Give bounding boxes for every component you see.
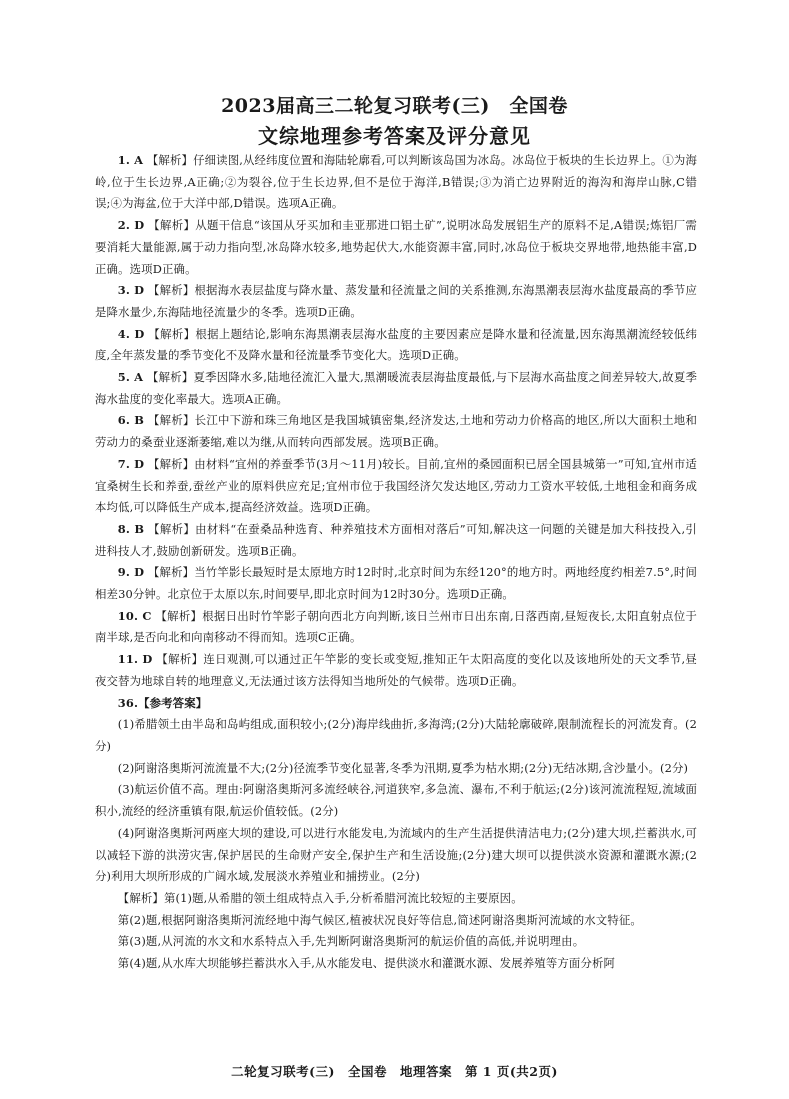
- answer-number: 7. D: [117, 456, 145, 471]
- q36-answer-2: (2)阿谢洛奥斯河流流量不大;(2分)径流季节变化显著,冬季为汛期,夏季为枯水期;(2分)无结冰期,含沙量小。(2分): [117, 760, 689, 775]
- answer-item-4: [95, 324, 697, 367]
- answer-explanation: 【解析】由材料“宜州的养蚕季节(3月～11月)较长。目前,宜州的桑园面积已居全国县城第一”可知,宜州市适宜桑树生长和养蚕,蚕丝产业的原料供应充足;宜州市位于我国经济欠发达地区,劳动力工资水平较低,土地租金和商务成本均低,可以降低生产成本,提高经济效益。选项D正确。: [95, 456, 697, 515]
- answer-explanation: 【解析】从题干信息“该国从牙买加和圭亚那进口铝土矿”,说明冰岛发展铝生产的原料不足,A错误;炼铝厂需要消耗大量能源,属于动力指向型,冰岛降水较多,地势起伏大,水能资源丰富,同时,冰岛位于板块交界地带,地热能丰富,D正确。选项D正确。: [95, 218, 697, 276]
- page-footer: 二轮复习联考(三) 全国卷 地理答案 第 1 页(共2页): [231, 1064, 558, 1079]
- answer-explanation: 【解析】夏季因降水多,陆地径流汇入量大,黑潮暖流表层海盐度最低,与下层海水高盐度之间差异较大,故夏季海水盐度的变化率最大。选项A正确。: [95, 370, 697, 406]
- answer-number: 8. B: [117, 521, 145, 536]
- answer-explanation: 【解析】根据上题结论,影响东海黑潮表层海水盐度的主要因素应是降水量和径流量,因东海黑潮流经较低纬度,全年蒸发量的季节变化不及降水量和径流量季节变化大。选项D正确。: [95, 326, 697, 363]
- answer-item-5: [95, 367, 697, 410]
- answer-item-1: [95, 150, 697, 215]
- answer-number: 11. D: [117, 652, 153, 667]
- answer-number: 4. D: [117, 326, 145, 341]
- q36-analysis-4: 第(4)题,从水库大坝能够拦蓄洪水入手,从水能发电、提供淡水和灌溉水源、发展养殖等方面分析阿: [117, 956, 616, 971]
- answer-item-7: [95, 454, 697, 519]
- q36-answer-1: (1)希腊领土由半岛和岛屿组成,面积较小;(2分)海岸线曲折,多海湾;(2分)大陆轮廓破碎,限制流程长的河流发育。(2分): [95, 717, 697, 753]
- answer-explanation: 【解析】由材料“在蚕桑品种选育、种养殖技术方面相对落后”可知,解决这一问题的关键是加大科技投入,引进科技人才,鼓励创新研发。选项B正确。: [95, 521, 697, 558]
- answer-item-10: [95, 606, 697, 649]
- document-subtitle: 文综地理参考答案及评分意见: [258, 124, 531, 148]
- answer-item-6: [95, 410, 697, 453]
- q36-heading: 36.【参考答案】: [117, 695, 208, 710]
- q36-analysis-3: 第(3)题,从河流的水文和水系特点入手,先判断阿谢洛奥斯河的航运价值的高低,并说明理由。: [117, 934, 585, 949]
- answer-item-9: [95, 562, 697, 605]
- answer-explanation: 【解析】根据海水表层盐度与降水量、蒸发量和径流量之间的关系推测,东海黑潮表层海水盐度最高的季节应是降水量少,东海陆地径流量少的冬季。选项D正确。: [95, 283, 698, 319]
- answer-content: [95, 150, 697, 975]
- answer-explanation: 【解析】连日观测,可以通过正午竿影的变长或变短,推知正午太阳高度的变化以及该地所处的天文季节,昼夜交替为地球自转的地理意义,无法通过该方法得知当地所处的气候带。选项D正确。: [95, 652, 697, 688]
- answer-item-3: [95, 280, 697, 323]
- answer-explanation: 【解析】仔细读图,从经纬度位置和海陆轮廓看,可以判断该岛国为冰岛。冰岛位于板块的生长边界上。①为海岭,位于生长边界,A正确;②为裂谷,位于生长边界,但不是位于海洋,B错误;③为消亡边界附近的海沟和海岸山脉,C错误;④为海盆,位于大洋中部,D错误。选项A正确。: [95, 153, 697, 211]
- answer-item-2: [95, 215, 697, 280]
- answer-explanation: 【解析】根据日出时竹竿影子朝向西北方向判断,该日兰州市日出东南,日落西南,昼短夜长,太阳直射点位于南半球,是否向北和向南移动不得而知。选项C正确。: [95, 608, 697, 645]
- q36-analysis-1: 【解析】第(1)题,从希腊的领土组成特点入手,分析希腊河流比较短的主要原因。: [117, 890, 523, 905]
- answer-explanation: 【解析】长江中下游和珠三角地区是我国城镇密集,经济发达,土地和劳动力价格高的地区,所以大面积土地和劳动力的桑蚕业逐渐萎缩,难以为继,从而转向西部发展。选项B正确。: [95, 413, 697, 450]
- q36-answer-3: (3)航运价值不高。理由:阿谢洛奥斯河多流经峡谷,河道狭窄,多急流、瀑布,不利于航运;(2分)该河流流程短,流域面积小,流经的经济重镇有限,航运价值较低。(2分): [95, 782, 697, 819]
- answer-number: 2. D: [117, 218, 145, 233]
- answer-number: 9. D: [117, 565, 145, 580]
- q36-answer-4: (4)阿谢洛奥斯河两座大坝的建设,可以进行水能发电,为流域内的生产生活提供清洁电力;(2分)建大坝,拦蓄洪水,可以减轻下游的洪涝灾害,保护居民的生命财产安全,保护生产和生活设施;(2分)建大坝可以提供淡水资源和灌溉水源;(2分)利用大坝所形成的广阔水域,发展淡水养殖业和捕捞业。(2分): [95, 825, 697, 884]
- answer-number: 10. C: [117, 608, 152, 623]
- answer-number: 6. B: [117, 413, 145, 428]
- answer-item-11: [95, 649, 697, 692]
- answer-number: 1. A: [117, 153, 144, 167]
- document-title: 2023届高三二轮复习联考(三) 全国卷: [221, 95, 568, 117]
- answer-number: 5. A: [117, 370, 144, 385]
- q36-analysis-2: 第(2)题,根据阿谢洛奥斯河流经地中海气候区,植被状况良好等信息,简述阿谢洛奥斯河流域的水文特征。: [117, 912, 642, 927]
- answer-number: 3. D: [117, 283, 145, 298]
- answer-item-8: [95, 519, 697, 562]
- answer-explanation: 【解析】当竹竿影长最短时是太原地方时12时时,北京时间为东经120°的地方时。两地经度约相差7.5°,时间相差30分钟。北京位于太原以东,时间要早,即北京时间为12时30分。选项D正确。: [95, 565, 697, 602]
